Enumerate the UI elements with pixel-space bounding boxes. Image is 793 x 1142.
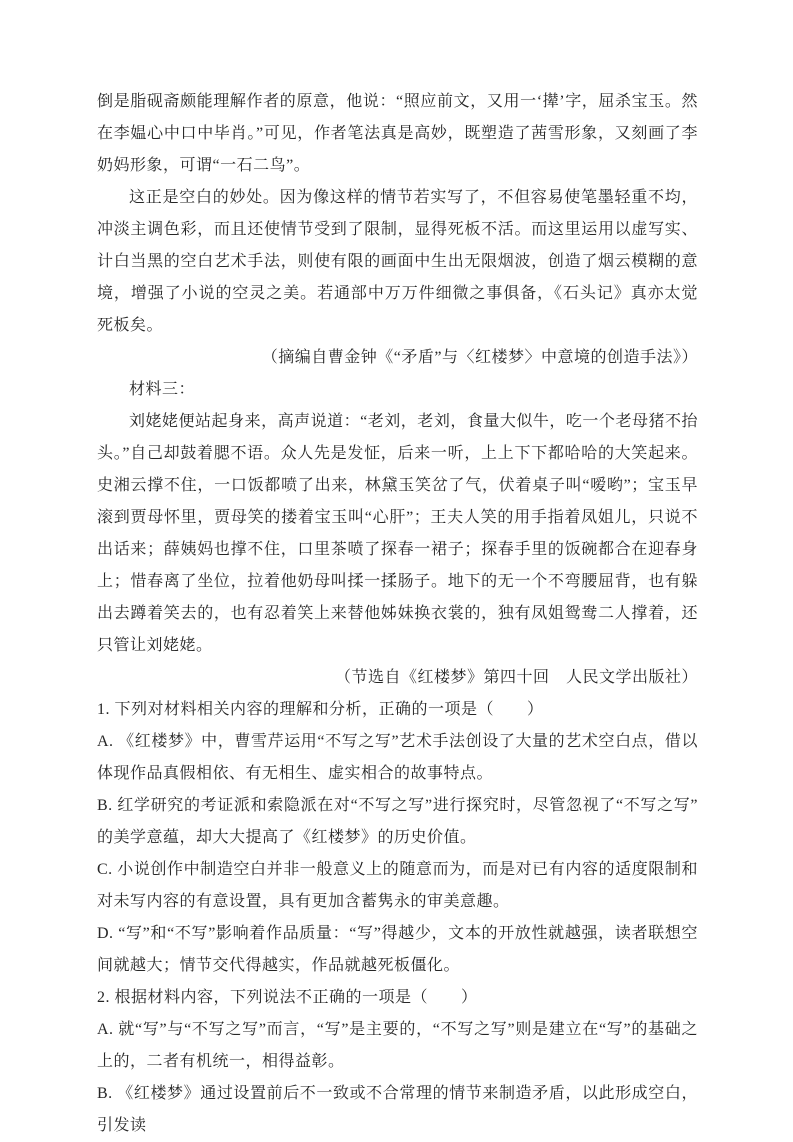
question-1-option-c: C. 小说创作中制造空白并非一般意义上的随意而为，而是对已有内容的适度限制和对未写内容的有意设置，具有更加含蓄隽永的审美意趣。 bbox=[97, 861, 698, 910]
question-2-option-a: A. 就“写”与“不写之写”而言，“写”是主要的，“不写之写”则是建立在“写”的基础之上的，二者有机统一，相得益彰。 bbox=[97, 1021, 698, 1070]
question-2: 2. 根据材料内容，下列说法不正确的一项是（ ） bbox=[97, 989, 478, 1006]
heading-material-three: 材料三： bbox=[129, 381, 196, 398]
question-1-option-b: B. 红学研究的考证派和索隐派在对“不写之写”进行探究时，尽管忽视了“不写之写”的美学意蕴，却大大提高了《红楼梦》的历史价值。 bbox=[97, 797, 698, 846]
question-2-option-b: B. 《红楼梦》通过设置前后不一致或不合常理的情节来制造矛盾，以此形成空白，引发读 bbox=[97, 1085, 698, 1134]
attribution-material-three: （节选自《红楼梦》第四十回 人民文学出版社） bbox=[334, 669, 698, 686]
paragraph-zhiyanzhai-comment: 倒是脂砚斋颇能理解作者的原意，他说：“照应前文，又用一‘撵’字，屈杀宝玉。然在李媪心中口中毕肖。”可见，作者笔法真是高妙，既塑造了茜雪形象，又刻画了李奶妈形象，可谓“一石二鸟”。 bbox=[97, 93, 698, 174]
document-page bbox=[97, 86, 698, 1142]
question-1-option-a: A. 《红楼梦》中，曹雪芹运用“不写之写”艺术手法创设了大量的艺术空白点，借以体现作品真假相依、有无相生、虚实相合的故事特点。 bbox=[97, 733, 698, 782]
question-1-option-d: D. “写”和“不写”影响着作品质量：“写”得越少，文本的开放性就越强，读者联想空间就越大；情节交代得越实，作品就越死板僵化。 bbox=[97, 925, 698, 974]
paragraph-granny-liu-excerpt: 刘姥姥便站起身来，高声说道：“老刘，老刘，食量大似牛，吃一个老母猪不抬头。”自己却鼓着腮不语。众人先是发怔，后来一听，上上下下都哈哈的大笑起来。史湘云撑不住，一口饭都喷了出来，林黛玉笑岔了气，伏着桌子叫“嗳哟”；宝玉早滚到贾母怀里，贾母笑的搂着宝玉叫“心肝”；王夫人笑的用手指着凤姐儿，只说不出话来；薛姨妈也撑不住，口里茶喷了探春一裙子；探春手里的饭碗都合在迎春身上；惜春离了坐位，拉着他奶母叫揉一揉肠子。地下的无一个不弯腰屈背，也有躲出去蹲着笑去的，也有忍着笑上来替他姊妹换衣裳的，独有凤姐鸳鸯二人撑着，还只管让刘姥姥。 bbox=[97, 413, 698, 654]
paragraph-blank-space-effect: 这正是空白的妙处。因为像这样的情节若实写了，不但容易使笔墨轻重不均，冲淡主调色彩，而且还使情节受到了限制，显得死板不活。而这里运用以虚写实、计白当黑的空白艺术手法，则使有限的画面中生出无限烟波，创造了烟云模糊的意境，增强了小说的空灵之美。若通部中万万件细微之事俱备，《石头记》真亦太觉死板矣。 bbox=[97, 189, 698, 334]
question-1: 1. 下列对材料相关内容的理解和分析，正确的一项是（ ） bbox=[97, 701, 544, 718]
attribution-material-two: （摘编自曹金钟《“矛盾”与〈红楼梦〉中意境的创造手法》） bbox=[261, 349, 698, 366]
